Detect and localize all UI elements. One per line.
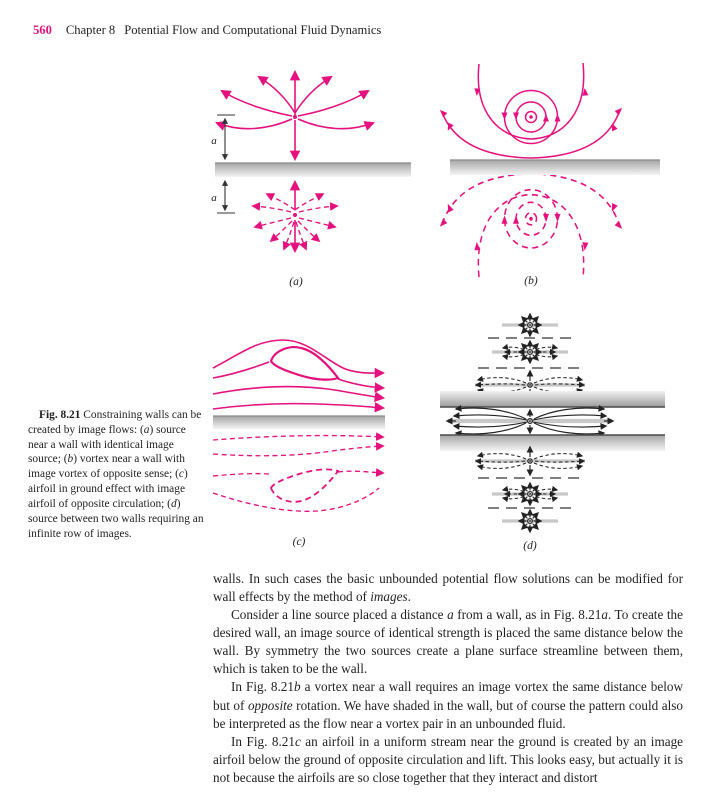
figure-8-21-panel-c bbox=[195, 330, 425, 560]
image-vortex-streamlines bbox=[438, 174, 624, 279]
upper-image-sources bbox=[475, 314, 585, 399]
paragraph-4: In Fig. 8.21c an airfoil in a uniform stream near the ground is created by an image airfoil below the ground of opposite circulation and lift. This looks easy, but actually it is not because the airfoils are so close together that they interact and distort bbox=[213, 733, 684, 785]
figure-caption: Fig. 8.21 Constraining walls can be created by image flows: (a) source near a wall with identical image source; (b) vortex near a wall with image vortex of opposite sense; (c) airfoil in ground effect with image airfoil of opposite circulation; (d) source between two walls requiring an infinite row of images. bbox=[28, 409, 204, 540]
wall bbox=[215, 163, 411, 177]
dim-label-a-upper: a bbox=[211, 135, 217, 147]
dim-label-a-lower: a bbox=[211, 192, 217, 204]
figure-8-21-panel-b bbox=[425, 55, 695, 295]
dimension-a-lower bbox=[211, 181, 235, 213]
dimension-a-upper bbox=[211, 115, 235, 159]
panel-b-label: (b) bbox=[524, 275, 538, 287]
vortex-streamlines bbox=[438, 63, 624, 158]
paragraph-2: Consider a line source placed a distance a from a wall, as in Fig. 8.21a. To create the desired wall, an image source of identical strength is placed the same distance below the wall. By symmetry the two sources create a plane surface streamline between them, which is taken to be the wall. bbox=[213, 607, 683, 677]
figure-8-21-panel-d bbox=[440, 305, 675, 560]
lower-wall bbox=[440, 435, 665, 451]
image-airfoil-streamlines bbox=[213, 436, 383, 512]
paragraph-1: walls. In such cases the basic unbounded potential flow solutions can be modified for wall effects by the method of images. bbox=[213, 571, 683, 605]
running-header bbox=[33, 23, 381, 38]
page-number: 560 bbox=[33, 23, 52, 37]
panel-d-label: (d) bbox=[523, 540, 537, 552]
image-airfoil bbox=[271, 469, 338, 501]
upper-wall bbox=[440, 391, 665, 407]
airfoil bbox=[271, 347, 338, 379]
body-text bbox=[213, 570, 683, 787]
wall bbox=[213, 416, 385, 429]
real-source bbox=[447, 408, 613, 434]
figure-8-21-panel-a bbox=[195, 60, 420, 295]
wall bbox=[450, 160, 660, 175]
chapter-title: Potential Flow and Computational Fluid Dynamics bbox=[124, 23, 382, 37]
source-streamlines bbox=[217, 72, 373, 159]
airfoil-streamlines bbox=[213, 340, 383, 409]
image-source-streamlines bbox=[253, 182, 337, 251]
paragraph-3: In Fig. 8.21b a vortex near a wall requires an image vortex the same distance below but of opposite rotation. We have shaded in the wall, but of course the pattern could also be interpreted as the flow near a vortex pair in an unbounded fluid. bbox=[213, 679, 683, 731]
chapter-label: Chapter 8 bbox=[65, 23, 116, 37]
lower-image-sources bbox=[475, 447, 585, 532]
panel-a-label: (a) bbox=[289, 276, 303, 288]
panel-c-label: (c) bbox=[292, 536, 306, 548]
